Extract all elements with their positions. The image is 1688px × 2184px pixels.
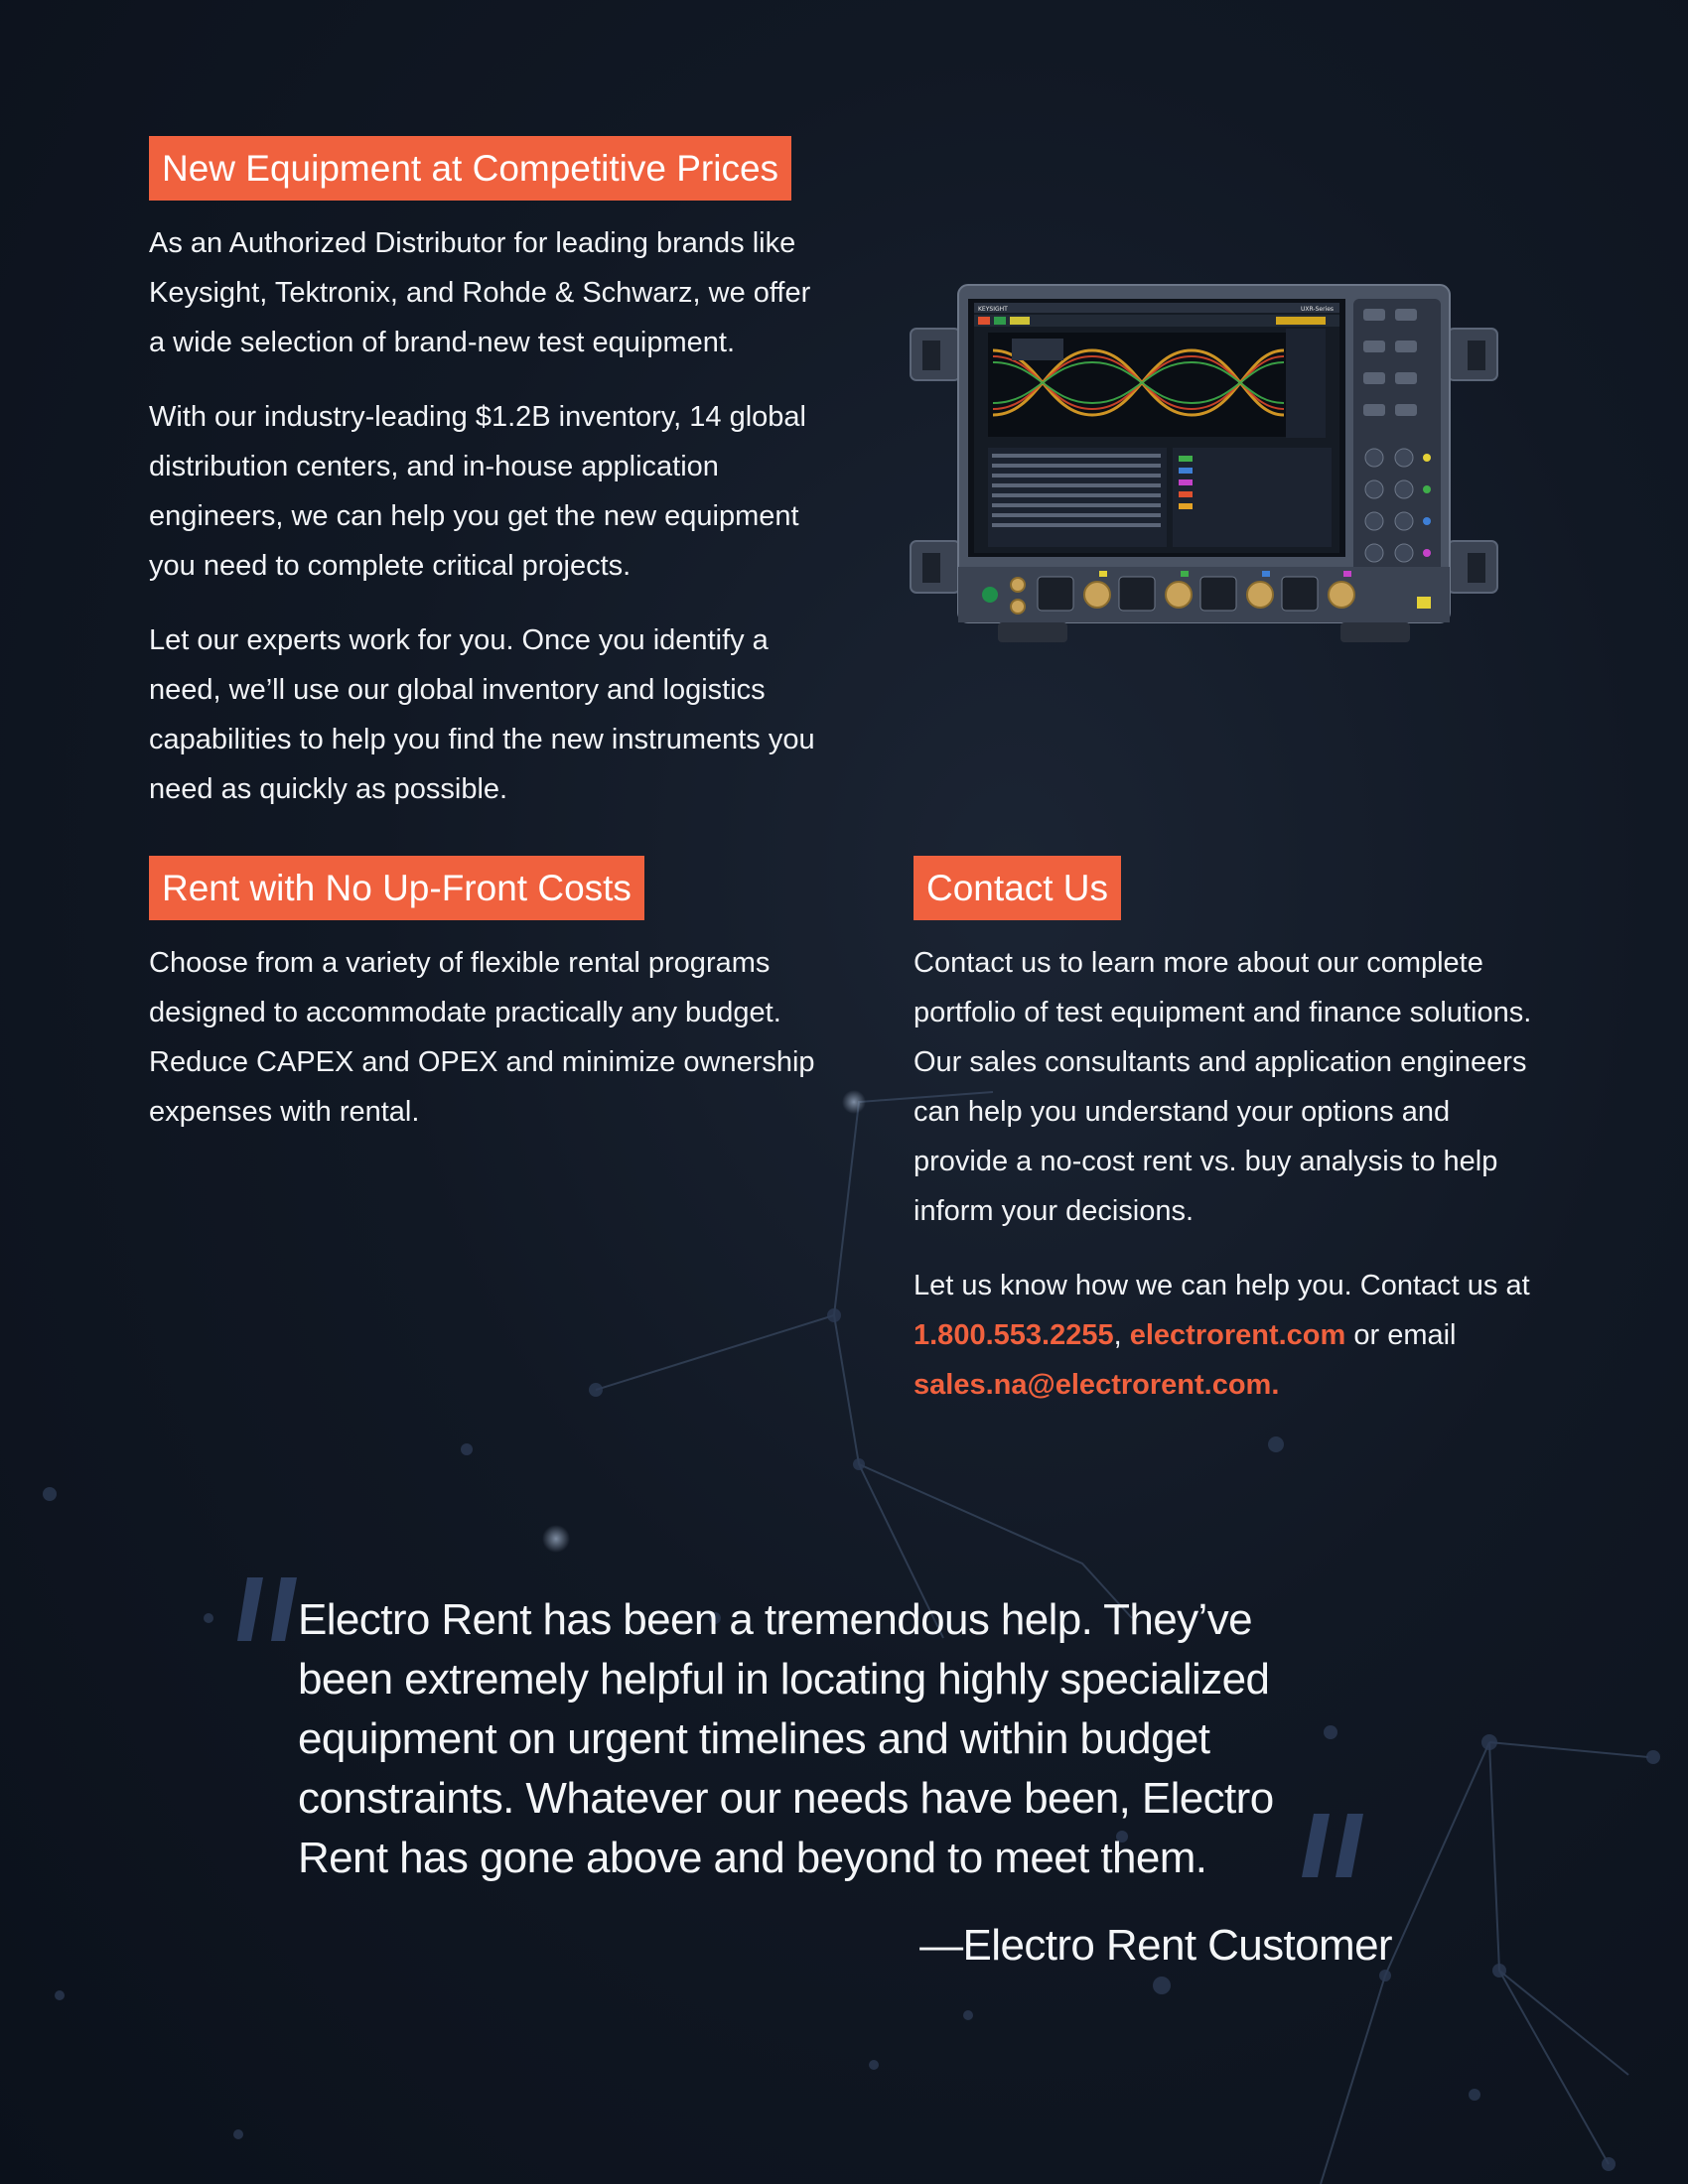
rent-paragraph: Choose from a variety of flexible rental programs designed to accommodate practically any budget. Reduce CAPEX and OPEX and minimize ownership expenses with rental. — [149, 947, 815, 1128]
contact-or-email: or email — [1345, 1319, 1457, 1351]
section-heading-new-equipment: New Equipment at Competitive Prices — [149, 136, 791, 201]
new-equipment-paragraph-1: As an Authorized Distributor for leading brands like Keysight, Tektronix, and Rohde & Schwarz, we offer a wide selection of brand-new test equipment. — [149, 227, 811, 358]
open-quote-icon — [223, 1573, 303, 1643]
testimonial-attribution: —Electro Rent Customer — [919, 1921, 1392, 1970]
svg-text:KEYSIGHT: KEYSIGHT — [978, 306, 1008, 313]
svg-text:UXR-Series: UXR-Series — [1301, 306, 1335, 313]
email-link[interactable]: sales.na@electrorent.com. — [914, 1369, 1280, 1401]
new-equipment-paragraph-3: Let our experts work for you. Once you identify a need, we’ll use our global inventory and logistics capabilities to help you find the new instruments you need as quickly as possible. — [149, 624, 815, 805]
close-quote-icon — [1296, 1812, 1375, 1881]
section-heading-contact: Contact Us — [914, 856, 1121, 920]
website-link[interactable]: electrorent.com — [1129, 1319, 1346, 1351]
contact-cta-intro: Let us know how we can help you. Contact us at — [914, 1270, 1530, 1301]
section-heading-rent: Rent with No Up-Front Costs — [149, 856, 644, 920]
contact-cta — [914, 1261, 1559, 1410]
phone-link[interactable]: 1.800.553.2255 — [914, 1319, 1114, 1351]
new-equipment-paragraph-2: With our industry-leading $1.2B inventory, 14 global distribution centers, and in-house application engineers, we can help you get the new equipment you need to complete critical projects. — [149, 401, 807, 582]
contact-paragraph: Contact us to learn more about our complete portfolio of test equipment and finance solutions. Our sales consultants and application engineers can help you understand your options and provide a no-cost rent vs. buy analysis to help inform your decisions. — [914, 947, 1532, 1227]
testimonial-quote: Electro Rent has been a tremendous help. They’ve been extremely helpful in locating highly specialized equipment on urgent timelines and within budget constraints. Whatever our needs have been, Electro Rent has gone above and beyond to meet them. — [298, 1595, 1274, 1882]
contact-separator: , — [1113, 1319, 1130, 1351]
oscilloscope-image — [909, 281, 1499, 653]
